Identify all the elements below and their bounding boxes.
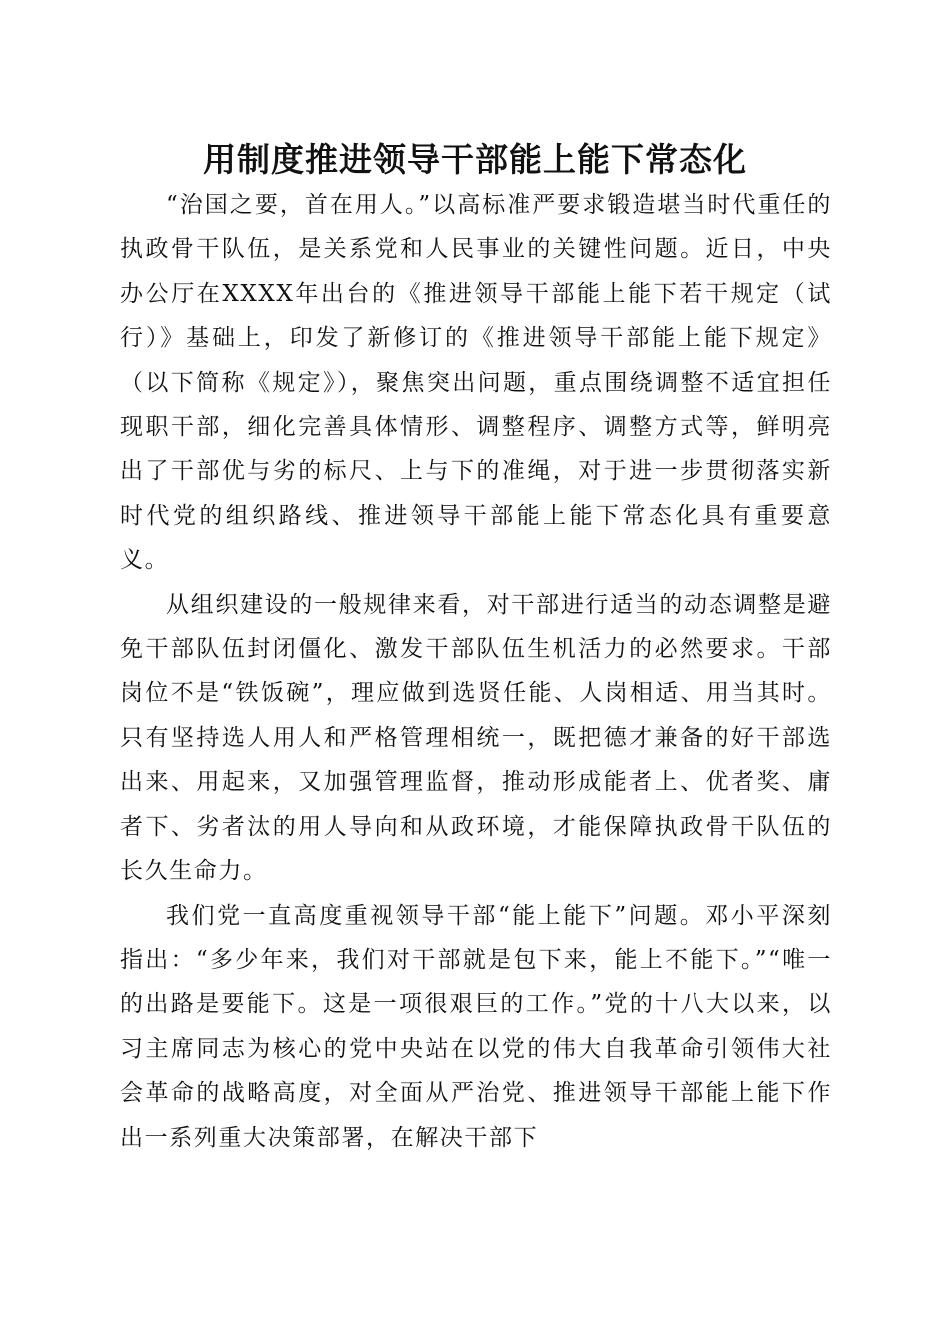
paragraph-3: 我们党一直高度重视领导干部“能上能下”问题。邓小平深刻指出：“多少年来，我们对干部就是包下来，能上不能下。”“唯一的出路是要能下。这是一项很艰巨的工作。”党的十八大以来，以习主席同志为核心的党中央站在以党的伟大自我革命引领伟大社会革命的战略高度，对全面从严治党、推进领导干部能上能下作出一系列重大决策部署，在解决干部下 [120,902,832,1151]
document-body [120,183,832,1160]
paragraph-2: 从组织建设的一般规律来看，对干部进行适当的动态调整是避免干部队伍封闭僵化、激发干部队伍生机活力的必然要求。干部岗位不是“铁饭碗”，理应做到选贤任能、人岗相适、用当其时。只有坚持选人用人和严格管理相统一，既把德才兼备的好干部选出来、用起来，又加强管理监督，推动形成能者上、优者奖、庸者下、劣者汰的用人导向和从政环境，才能保障执政骨干队伍的长久生命力。 [120,591,832,885]
document-title: 用制度推进领导干部能上能下常态化 [203,140,747,179]
paragraph-1: “治国之要，首在用人。”以高标准严要求锻造堪当时代重任的执政骨干队伍，是关系党和人民事业的关键性问题。近日，中央办公厅在XXXX年出台的《推进领导干部能上能下若干规定（试行）》基础上，印发了新修订的《推进领导干部能上能下规定》（以下简称《规定》），聚焦突出问题，重点围绕调整不适宜担任现职干部，细化完善具体情形、调整程序、调整方式等，鲜明亮出了干部优与劣的标尺、上与下的准绳，对于进一步贯彻落实新时代党的组织路线、推进领导干部能上能下常态化具有重要意义。 [120,192,832,574]
